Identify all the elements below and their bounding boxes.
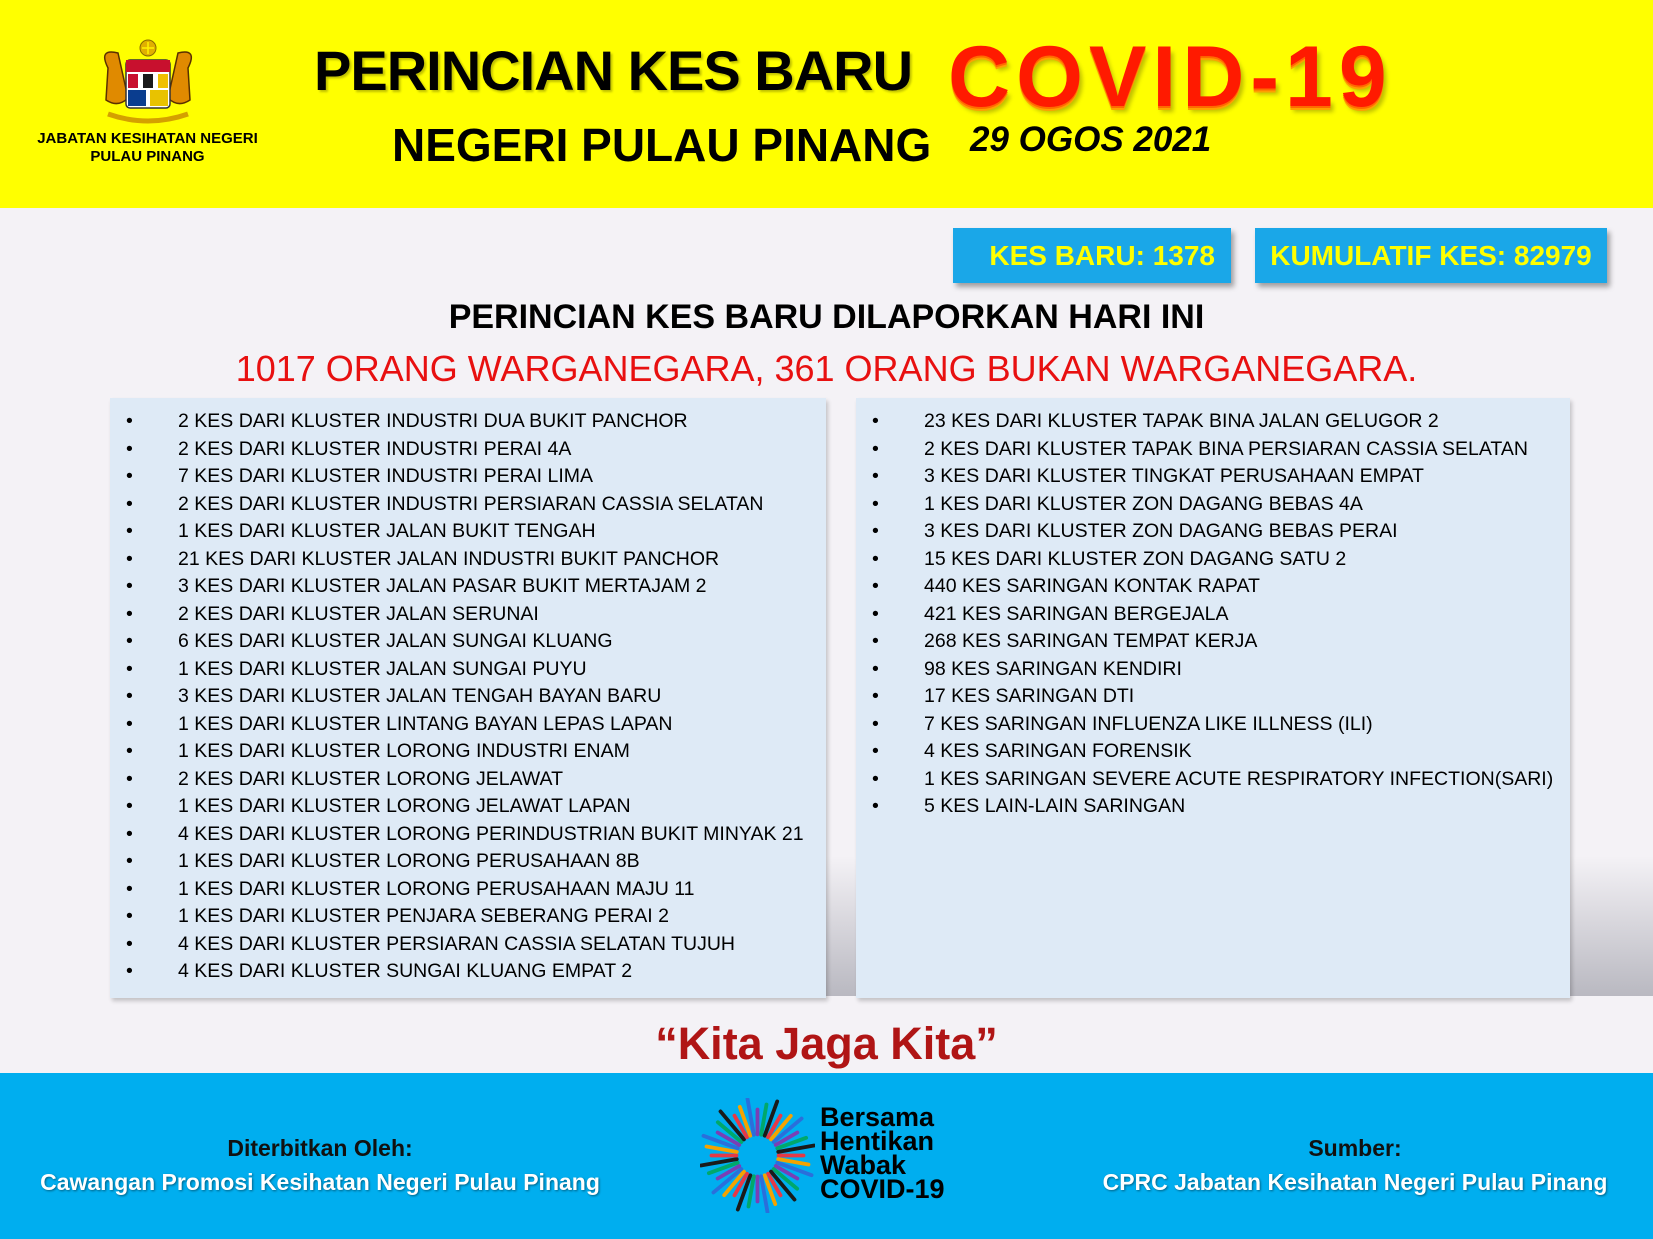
list-item [110,711,826,739]
list-item-text: 440 KES SARINGAN KONTAK RAPAT [924,575,1260,597]
list-item [110,518,826,546]
list-item-text: 2 KES DARI KLUSTER LORONG JELAWAT [178,767,564,790]
new-cases-badge: KES BARU: 1378 [953,228,1231,283]
list-item-text: 1 KES SARINGAN SEVERE ACUTE RESPIRATORY INFECTION(SARI) [924,767,1554,790]
list-item [110,766,826,794]
list-item-text: 3 KES DARI KLUSTER TINGKAT PERUSAHAAN EMPAT [924,465,1424,487]
list-item [856,436,1570,464]
footer-banner [0,1073,1653,1239]
bullet-icon: • [126,850,133,872]
report-date: 29 OGOS 2021 [970,120,1212,159]
bullet-icon: • [872,685,879,707]
list-item-text: 2 KES DARI KLUSTER TAPAK BINA PERSIARAN CASSIA SELATAN [924,437,1528,460]
list-item-text: 21 KES DARI KLUSTER JALAN INDUSTRI BUKIT PANCHOR [178,547,720,570]
coat-of-arms-icon [88,38,208,128]
list-item [110,408,826,436]
bullet-icon: • [872,630,879,652]
list-item [856,573,1570,601]
bullet-icon: • [126,520,133,542]
list-item-text: 4 KES DARI KLUSTER SUNGAI KLUANG EMPAT 2 [178,960,633,982]
list-item-text: 1 KES DARI KLUSTER ZON DAGANG BEBAS 4A [924,492,1363,515]
list-item-text: 98 KES SARINGAN KENDIRI [924,657,1182,680]
list-item-text: 4 KES DARI KLUSTER PERSIARAN CASSIA SELATAN TUJUH [178,932,735,955]
list-item [856,656,1570,684]
list-item-text: 268 KES SARINGAN TEMPAT KERJA [924,630,1258,652]
list-item-text: 421 KES SARINGAN BERGEJALA [924,602,1229,625]
list-item-text: 6 KES DARI KLUSTER JALAN SUNGAI KLUANG [178,630,613,652]
bullet-icon: • [126,932,133,955]
left-case-list [110,408,826,986]
cumulative-cases-badge: KUMULATIF KES: 82979 [1255,228,1607,283]
bullet-icon: • [126,740,133,762]
list-item [110,463,826,491]
list-item-text: 4 KES DARI KLUSTER LORONG PERINDUSTRIAN BUKIT MINYAK 21 [178,822,804,845]
list-item-text: 1 KES DARI KLUSTER LORONG INDUSTRI ENAM [178,740,630,762]
bullet-icon: • [872,437,879,460]
citizenship-breakdown: 1017 ORANG WARGANEGARA, 361 ORANG BUKAN WARGANEGARA. [235,348,1418,389]
bullet-icon: • [126,547,133,570]
list-item [856,793,1570,821]
bullet-icon: • [126,630,133,652]
list-item [110,546,826,574]
campaign-line-2: Hentikan [820,1126,935,1156]
list-item [110,876,826,904]
list-item [856,766,1570,794]
bullet-icon: • [126,905,133,927]
bullet-icon: • [126,960,133,982]
bullet-icon: • [872,657,879,680]
list-item [856,546,1570,574]
bullet-icon: • [872,602,879,625]
covid-title: COVID-19 [948,29,1393,125]
campaign-line-3: Wabak [820,1150,907,1180]
list-item [110,573,826,601]
list-item [856,628,1570,656]
list-item-text: 1 KES DARI KLUSTER LORONG PERUSAHAAN 8B [178,850,640,872]
list-item-text: 2 KES DARI KLUSTER INDUSTRI PERAI 4A [178,437,572,460]
page-title: PERINCIAN KES BARU [314,39,913,102]
bullet-icon: • [126,877,133,900]
list-item-text: 3 KES DARI KLUSTER JALAN TENGAH BAYAN BARU [178,685,662,707]
list-item [110,793,826,821]
right-case-list [856,408,1570,821]
list-item [856,518,1570,546]
list-item [856,683,1570,711]
bullet-icon: • [126,602,133,625]
bullet-icon: • [872,767,879,790]
list-item [110,903,826,931]
list-item-text: 1 KES DARI KLUSTER JALAN BUKIT TENGAH [178,520,596,542]
list-item-text: 1 KES DARI KLUSTER JALAN SUNGAI PUYU [178,657,587,680]
list-item [856,738,1570,766]
list-item-text: 1 KES DARI KLUSTER PENJARA SEBERANG PERAI 2 [178,905,669,927]
list-item [110,436,826,464]
list-item-text: 4 KES SARINGAN FORENSIK [924,740,1192,762]
list-item-text: 17 KES SARINGAN DTI [924,685,1135,707]
list-item [110,738,826,766]
list-item-text: 2 KES DARI KLUSTER JALAN SERUNAI [178,602,539,625]
list-item-text: 7 KES SARINGAN INFLUENZA LIKE ILLNESS (ILI) [924,712,1373,735]
bullet-icon: • [126,575,133,597]
list-item-text: 15 KES DARI KLUSTER ZON DAGANG SATU 2 [924,547,1347,570]
bullet-icon: • [126,795,133,817]
list-item [110,656,826,684]
list-item [110,683,826,711]
list-item [856,711,1570,739]
bullet-icon: • [126,685,133,707]
list-item [110,848,826,876]
campaign-text [820,1102,980,1204]
bullet-icon: • [126,492,133,515]
list-item [110,931,826,959]
bullet-icon: • [126,465,133,487]
bullet-icon: • [872,547,879,570]
bullet-icon: • [872,712,879,735]
list-item-text: 1 KES DARI KLUSTER LINTANG BAYAN LEPAS LAPAN [178,712,673,735]
bullet-icon: • [872,795,879,817]
bullet-icon: • [126,657,133,680]
list-item [856,408,1570,436]
list-item [110,821,826,849]
list-item-text: 2 KES DARI KLUSTER INDUSTRI DUA BUKIT PANCHOR [178,410,688,432]
publisher-label: Diterbitkan Oleh: [227,1135,413,1161]
bullet-icon: • [872,410,879,432]
bullet-icon: • [872,492,879,515]
source-name: CPRC Jabatan Kesihatan Negeri Pulau Pinang [1102,1169,1608,1195]
bullet-icon: • [872,575,879,597]
list-item [110,491,826,519]
publisher-name: Cawangan Promosi Kesihatan Negeri Pulau Pinang [40,1169,600,1195]
sunburst-logo-icon [700,1098,815,1213]
list-item [856,491,1570,519]
list-item [110,958,826,986]
list-item-text: 1 KES DARI KLUSTER LORONG JELAWAT LAPAN [178,795,631,817]
list-item-text: 2 KES DARI KLUSTER INDUSTRI PERSIARAN CASSIA SELATAN [178,492,764,515]
bullet-icon: • [872,465,879,487]
list-item [856,463,1570,491]
header-banner [0,0,1653,208]
list-item-text: 7 KES DARI KLUSTER INDUSTRI PERAI LIMA [178,465,594,487]
list-item-text: 3 KES DARI KLUSTER JALAN PASAR BUKIT MERTAJAM 2 [178,575,707,597]
bullet-icon: • [126,410,133,432]
right-case-panel [856,398,1570,998]
state-title: NEGERI PULAU PINANG [392,119,932,171]
department-name: JABATAN KESIHATAN NEGERI PULAU PINANG [37,130,258,165]
campaign-line-1: Bersama [820,1102,935,1132]
bullet-icon: • [126,437,133,460]
bullet-icon: • [126,767,133,790]
section-heading: PERINCIAN KES BARU DILAPORKAN HARI INI [448,298,1205,336]
source-label: Sumber: [1308,1135,1402,1161]
left-case-panel [110,398,826,998]
list-item-text: 23 KES DARI KLUSTER TAPAK BINA JALAN GELUGOR 2 [924,410,1439,432]
bullet-icon: • [872,740,879,762]
list-item-text: 3 KES DARI KLUSTER ZON DAGANG BEBAS PERAI [924,520,1398,542]
list-item-text: 1 KES DARI KLUSTER LORONG PERUSAHAAN MAJU 11 [178,877,695,900]
list-item [856,601,1570,629]
bullet-icon: • [126,822,133,845]
list-item-text: 5 KES LAIN-LAIN SARINGAN [924,795,1186,817]
slogan: “Kita Jaga Kita” [655,1018,998,1069]
list-item [110,601,826,629]
campaign-line-4: COVID-19 [820,1174,945,1204]
list-item [110,628,826,656]
bullet-icon: • [126,712,133,735]
bullet-icon: • [872,520,879,542]
